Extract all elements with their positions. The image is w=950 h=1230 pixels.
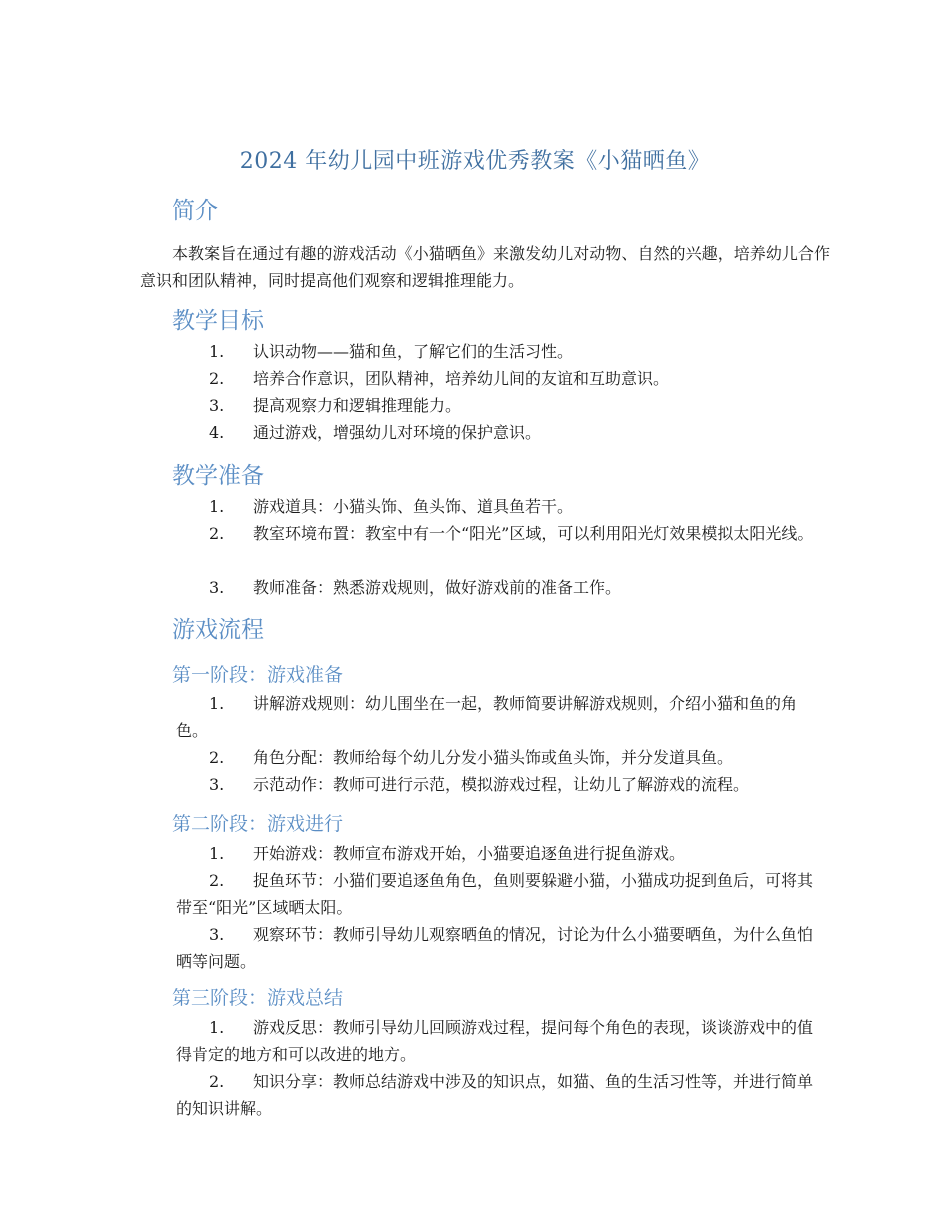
list-number: 3. (209, 396, 225, 415)
heading-stage-3: 第三阶段：游戏总结 (172, 987, 344, 1009)
list-number: 1. (209, 694, 225, 713)
list-number: 4. (209, 423, 225, 442)
list-number: 1. (209, 342, 225, 361)
list-text: 讲解游戏规则：幼儿围坐在一起，教师简要讲解游戏规则，介绍小猫和鱼的角色。 (176, 694, 798, 740)
heading-intro: 简介 (172, 198, 218, 224)
list-text: 示范动作：教师可进行示范，模拟游戏过程，让幼儿了解游戏的流程。 (253, 775, 750, 794)
list-number: 2. (209, 748, 225, 767)
list-text: 教室环境布置：教室中有一个“阳光”区域，可以利用阳光灯效果模拟太阳光线。 (253, 524, 814, 543)
document-title: 2024 年幼儿园中班游戏优秀教案《小猫晒鱼》 (239, 149, 711, 174)
list-item (176, 574, 826, 601)
list-item (176, 493, 826, 520)
list-number: 2. (209, 369, 225, 388)
list-number: 2. (209, 1072, 225, 1091)
list-number: 2. (209, 871, 225, 890)
list-number: 1. (209, 497, 225, 516)
heading-preparation: 教学准备 (172, 463, 264, 489)
list-item (176, 690, 826, 744)
list-text: 通过游戏，增强幼儿对环境的保护意识。 (253, 423, 542, 442)
list-item (176, 1014, 826, 1068)
list-text: 观察环节：教师引导幼儿观察晒鱼的情况，讨论为什么小猫要晒鱼，为什么鱼怕晒等问题。 (176, 925, 814, 971)
list-text: 游戏反思：教师引导幼儿回顾游戏过程，提问每个角色的表现，谈谈游戏中的值得肯定的地方和可以改进的地方。 (176, 1018, 814, 1064)
list-text: 开始游戏：教师宣布游戏开始，小猫要追逐鱼进行捉鱼游戏。 (253, 844, 686, 863)
list-number: 2. (209, 524, 225, 543)
list-text: 捉鱼环节：小猫们要追逐鱼角色，鱼则要躲避小猫，小猫成功捉到鱼后，可将其带至“阳光”区域晒太阳。 (176, 871, 814, 917)
list-item (176, 365, 826, 392)
list-text: 认识动物——猫和鱼，了解它们的生活习性。 (253, 342, 574, 361)
list-number: 1. (209, 1018, 225, 1037)
list-text: 角色分配：教师给每个幼儿分发小猫头饰或鱼头饰，并分发道具鱼。 (253, 748, 734, 767)
list-item (176, 392, 826, 419)
list-item (176, 867, 826, 921)
list-text: 知识分享：教师总结游戏中涉及的知识点，如猫、鱼的生活习性等，并进行简单的知识讲解。 (176, 1072, 814, 1118)
list-number: 3. (209, 925, 225, 944)
list-number: 1. (209, 844, 225, 863)
list-number: 3. (209, 775, 225, 794)
list-item (176, 520, 826, 547)
list-item (176, 744, 826, 771)
list-item (176, 338, 826, 365)
list-text: 游戏道具：小猫头饰、鱼头饰、道具鱼若干。 (253, 497, 574, 516)
list-text: 教师准备：熟悉游戏规则，做好游戏前的准备工作。 (253, 578, 622, 597)
list-text: 提高观察力和逻辑推理能力。 (253, 396, 462, 415)
list-item (176, 840, 826, 867)
list-text: 培养合作意识，团队精神，培养幼儿间的友谊和互助意识。 (253, 369, 670, 388)
intro-paragraph: 本教案旨在通过有趣的游戏活动《小猫晒鱼》来激发幼儿对动物、自然的兴趣，培养幼儿合作意识和团队精神，同时提高他们观察和逻辑推理能力。 (140, 244, 830, 290)
list-item (176, 1068, 826, 1122)
heading-goals: 教学目标 (172, 308, 264, 334)
heading-stage-2: 第二阶段：游戏进行 (172, 813, 344, 835)
list-item (176, 921, 826, 975)
list-item (176, 771, 826, 798)
heading-stage-1: 第一阶段：游戏准备 (172, 664, 344, 686)
list-item (176, 419, 826, 446)
list-number: 3. (209, 578, 225, 597)
heading-game-flow: 游戏流程 (172, 617, 264, 643)
